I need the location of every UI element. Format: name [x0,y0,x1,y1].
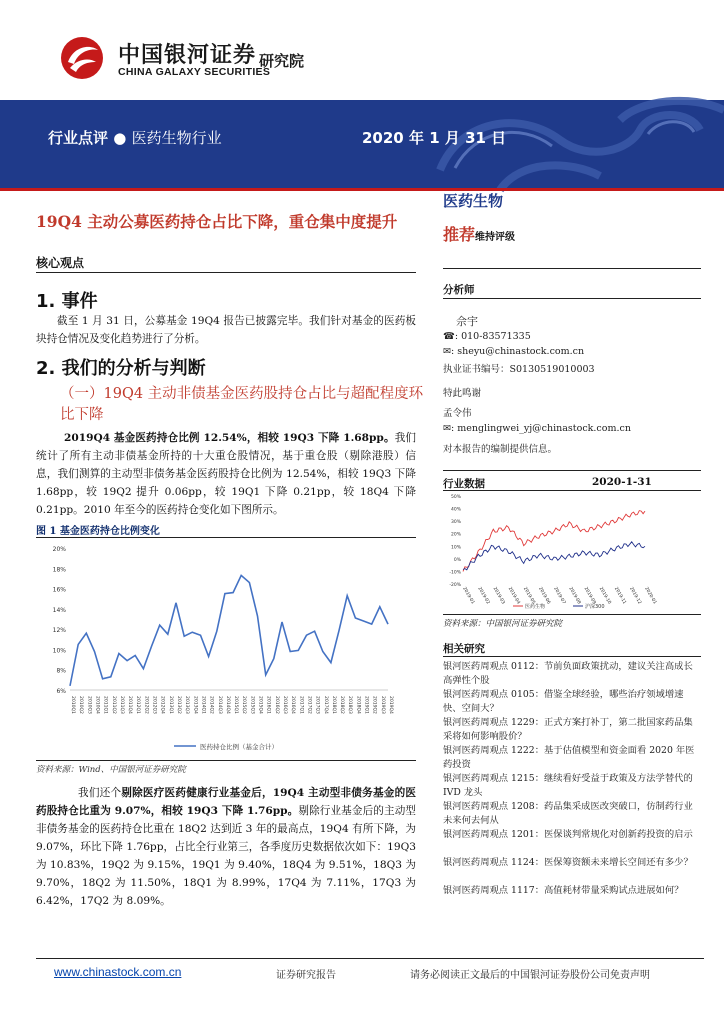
x-tick-label: 2017Q2 [306,696,312,714]
x-tick-label: 2010Q2 [78,696,84,714]
x-tick-label: 2017Q3 [314,696,320,714]
x-tick-label: 2019-07 [552,586,567,606]
y-tick-label: 50% [450,495,461,500]
y-tick-label: 30% [450,520,461,526]
x-tick-label: 2019-08 [567,586,582,606]
divider [443,656,701,657]
x-tick-label: 2010Q4 [94,696,100,714]
related-research-item[interactable]: 银河医药周观点 0112：节前负面政策扰动，建议关注高成长高弹性个股 [443,661,693,686]
related-research-item[interactable]: 银河医药周观点 1229：正式方案打补丁，第二批国家药品集采将如何影响股价？ [443,717,693,742]
x-tick-label: 2014Q2 [208,696,214,714]
y-tick-label: 16% [52,586,66,594]
x-tick-label: 2014Q4 [224,696,230,714]
x-tick-label: 2012Q2 [143,696,149,714]
footer-divider [36,958,704,959]
related-research-item[interactable]: 银河医药周观点 0105：借鉴全球经验，哪些治疗领域增速快、空间大？ [443,689,684,714]
x-tick-label: 2019-02 [476,586,491,606]
y-tick-label: 10% [450,545,461,551]
section-1-heading: 1. 事件 [36,291,98,312]
y-tick-label: 20% [52,546,66,553]
related-research-item[interactable]: 银河医药周观点 1124：医保筹资额未来增长空间还有多少？ [443,857,693,868]
x-tick-label: 2019-01 [461,586,476,606]
analyst-cert: 执业证书编号：S0130519010003 [443,364,595,375]
rating-note: 维持评级 [475,232,516,243]
related-research-item[interactable]: 银河医药周观点 1215：继续看好受益于政策及方法学替代的 IVD 龙头 [443,773,693,798]
phone-icon: ☎: [443,331,459,342]
x-tick-label: 2019-05 [521,586,536,606]
helper-email [443,423,631,434]
paragraph-1-lead: 2019Q4 基金医药持仓比例 12.54%，相较 19Q3 下降 1.68pp。 [64,432,395,444]
x-tick-label: 2019Q1 [363,696,369,714]
x-tick-label: 2011Q3 [118,696,124,714]
paragraph-1-body: 我们统计了所有主动非债基金所持的十大重仓股情况，基于重仓股（剔除港股）信息，我们测算的主动型非债务基金医药股持仓比例为 12.54%，相较 19Q3 下降 1.68pp，较 19Q2 提升 0.06pp，较 19Q1 下降 0.21pp，较 18Q4 下降 0.21pp。2010 年至今的医药持仓变化如下图所示。 [36,432,417,516]
x-tick-label: 2019Q2 [371,696,377,714]
series-line [70,575,388,686]
x-tick-label: 2015Q1 [233,696,239,714]
phone-number: 010-83571335 [461,331,531,342]
subsection-heading: （一）19Q4 主动非债基金医药股持仓占比与超配程度环比下降 [60,386,424,423]
legend-label: 医药生物 [525,604,546,610]
footer-disclaimer: 请务必阅读正文最后的中国银河证券股份公司免责声明 [410,970,650,981]
analyst-name: 佘宇 [456,315,478,328]
y-tick-label: 12% [52,627,66,635]
y-tick-label: 10% [52,647,66,655]
bullet-icon: ● [113,129,127,147]
mail-icon: ✉: [443,423,455,434]
core-view-label: 核心观点 [36,256,85,270]
x-tick-label: 2010Q3 [86,696,92,714]
logo-english-name: CHINA GALAXY SECURITIES [118,66,271,78]
helper-note: 对本报告的编制提供信息。 [443,444,558,455]
y-tick-label: 8% [56,667,66,675]
legend-label: 医药持仓比例（基金合计） [200,743,278,751]
series-line [463,542,645,570]
related-research-item[interactable]: 银河医药周观点 1117：高值耗材带量采购试点进展如何？ [443,885,684,896]
paragraph-2 [36,784,416,910]
paragraph-2-body: 剔除行业基金后的主动型非债务基金的医药持仓比重在 18Q2 达到近 3 年的最高点，19Q4 有所下降，为 9.07%，环比下降 1.76pp，占比全行业第三，各季度历史数据依次如下：19Q3 为 10.83%，19Q2 为 9.15%，19Q1 为 9.40%，18Q4 为 9.51%，18Q3 为 9.70%，18Q2 为 11.50%，18Q1 为 8.99%，17Q4 为 7.11%，17Q3 为 6.42%，17Q2 为 8.09%。 [36,805,416,907]
industry-data-source: 资料来源：中国银河证券研究院 [443,619,563,629]
rating-value: 推荐 [443,225,476,244]
report-title: 19Q4 主动公募医药持仓占比下降，重仓集中度提升 [36,212,398,231]
x-tick-label: 2016Q1 [265,696,271,714]
x-tick-label: 2015Q3 [249,696,255,714]
x-tick-label: 2010Q1 [70,696,75,714]
x-tick-label: 2012Q4 [159,696,165,714]
divider [443,268,701,269]
x-tick-label: 2013Q1 [167,696,173,714]
related-research-item[interactable]: 银河医药周观点 1208：药品集采成医改突破口，仿制药行业未来何去何从 [443,801,693,826]
x-tick-label: 2019Q3 [379,696,385,714]
x-tick-label: 2016Q3 [282,696,287,714]
galaxy-logo-icon [60,36,104,80]
x-tick-label: 2013Q3 [184,696,190,714]
divider [443,470,701,471]
thanks-label: 特此鸣谢 [443,388,482,399]
x-tick-label: 2011Q2 [110,696,116,714]
divider [443,490,701,491]
report-type: 行业点评 [48,129,109,147]
logo-chinese-name: 中国银河证券 [118,43,257,68]
y-tick-label: -10% [449,570,461,576]
x-tick-label: 2018Q4 [355,696,361,714]
x-tick-label: 2011Q4 [127,696,133,714]
analyst-phone [443,331,531,342]
related-research-item[interactable]: 银河医药周观点 1201：医保谈判常规化对创新药投资的启示 [443,829,693,840]
x-tick-label: 2012Q3 [151,696,157,714]
figure-1-caption: 图 1 基金医药持仓比例变化 [36,526,160,537]
x-tick-label: 2017Q1 [298,696,304,714]
section-2-heading: 2. 我们的分析与判断 [36,358,206,379]
divider [36,760,416,761]
industry-data-label: 行业数据 [443,478,485,490]
footer-url-link[interactable]: www.chinastock.com.cn [54,965,182,979]
x-tick-label: 2020-01 [643,586,658,606]
sector-name: 医药生物 [443,192,504,210]
footer-report-type: 证券研究报告 [276,970,336,981]
related-research-label: 相关研究 [443,643,485,655]
legend-label: 沪深300 [585,604,605,610]
x-tick-label: 2013Q4 [192,696,198,714]
x-tick-label: 2014Q1 [200,696,206,714]
report-date: 2020 年 1 月 31 日 [362,129,507,147]
x-tick-label: 2017Q4 [322,696,328,714]
x-tick-label: 2016Q2 [273,696,279,714]
divider [443,614,701,615]
x-tick-label: 2019-04 [506,586,521,606]
paragraph-2-lead: 我们还个 [78,787,122,799]
x-tick-label: 2019-11 [612,586,627,606]
analyst-label: 分析师 [443,284,475,296]
x-tick-label: 2016Q4 [290,696,296,714]
paragraph-2-bold: 剔除医疗医药健康行业基金后，19Q4 主动型非债务基金的医药股持仓比重为 9.07%，相较 19Q3 下降 1.76pp。 [36,787,416,817]
x-tick-label: 2018Q1 [330,696,336,714]
y-tick-label: 40% [450,507,461,513]
x-tick-label: 2019-03 [491,586,506,606]
x-tick-label: 2019-12 [628,586,642,606]
industry-label: 医药生物行业 [131,129,222,147]
institute-label: 研究院 [259,52,305,70]
industry-data-date: 2020-1-31 [592,476,652,488]
industry-index-line-chart [443,492,658,612]
x-tick-label: 2014Q3 [216,696,222,714]
analyst-email [443,346,584,357]
divider [36,537,416,538]
x-tick-label: 2015Q2 [241,696,247,714]
y-tick-label: 0% [453,557,461,563]
y-tick-label: -20% [449,583,461,588]
y-tick-label: 14% [52,606,66,614]
x-tick-label: 2018Q2 [339,696,345,714]
helper-name: 孟令伟 [443,408,472,419]
x-tick-label: 2013Q2 [176,696,181,714]
figure-1-source: 资料来源：Wind、中国银河证券研究院 [36,765,186,775]
helper-email-address[interactable]: menglingwei_yj@chinastock.com.cn [457,423,631,434]
x-tick-label: 2015Q4 [257,696,263,714]
y-tick-label: 6% [56,688,66,695]
email-address[interactable]: sheyu@chinastock.com.cn [457,346,585,357]
x-tick-label: 2019Q4 [388,696,393,714]
x-tick-label: 2019-06 [537,586,551,606]
series-line [463,511,645,572]
divider [443,298,701,299]
header-red-stripe [0,188,724,191]
holding-ratio-line-chart [36,540,416,758]
report-category [48,127,222,148]
paragraph-1 [36,429,416,519]
mail-icon: ✉: [443,346,455,357]
x-tick-label: 2018Q3 [347,696,353,714]
y-tick-label: 18% [52,566,66,574]
x-tick-label: 2011Q1 [102,696,108,714]
x-tick-label: 2012Q1 [135,696,141,714]
related-research-item[interactable]: 银河医药周观点 1222：基于估值模型和资金面看 2020 年医药投资 [443,745,695,770]
section-1-text: 截至 1 月 31 日，公募基金 19Q4 报告已披露完毕。我们针对基金的医药板块持仓情况及变化趋势进行了分析。 [36,315,416,345]
x-tick-label: 2019-09 [582,586,597,606]
x-tick-label: 2019-10 [597,586,612,606]
rating [443,222,515,245]
y-tick-label: 20% [450,532,461,538]
divider [36,272,416,273]
